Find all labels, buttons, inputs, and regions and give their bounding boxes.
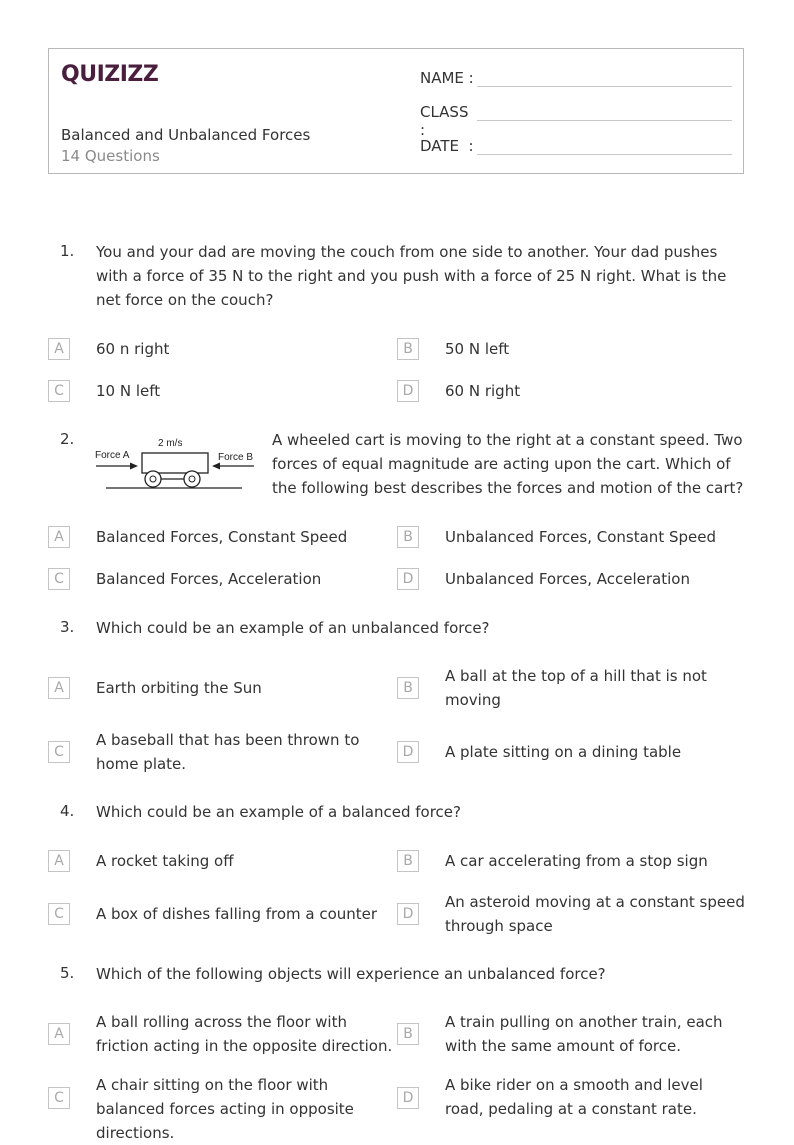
class-field[interactable] xyxy=(420,103,476,139)
question-number: 4. xyxy=(60,802,75,820)
option-a-box[interactable]: A xyxy=(48,850,70,872)
option-c-text: 10 N left xyxy=(96,382,161,400)
worksheet-header xyxy=(48,48,744,174)
force-b-label: Force B xyxy=(218,452,254,463)
worksheet-title: Balanced and Unbalanced Forces xyxy=(61,126,311,144)
option-a-text: Earth orbiting the Sun xyxy=(96,679,262,697)
option-b-box[interactable]: B xyxy=(397,677,419,699)
option-a-box[interactable]: A xyxy=(48,526,70,548)
question-number: 2. xyxy=(60,430,75,448)
force-b-arrowhead xyxy=(212,463,220,470)
option-c-box[interactable]: C xyxy=(48,741,70,763)
option-c-box[interactable]: C xyxy=(48,903,70,925)
question-number: 1. xyxy=(60,242,75,260)
option-a-box[interactable]: A xyxy=(48,677,70,699)
option-d-text: A bike rider on a smooth and level road, pedaling at a constant rate. xyxy=(445,1076,703,1118)
name-label: NAME : xyxy=(420,69,474,87)
option-a-text: A ball rolling across the floor with friction acting in the opposite direction. xyxy=(96,1013,393,1055)
option-c-text: A box of dishes falling from a counter xyxy=(96,905,378,923)
question-number: 3. xyxy=(60,618,75,636)
option-d-box[interactable]: D xyxy=(397,741,419,763)
option-b-box[interactable]: B xyxy=(397,338,419,360)
question-count: 14 Questions xyxy=(61,147,160,165)
class-line[interactable] xyxy=(477,120,732,121)
question-text: A wheeled cart is moving to the right at a constant speed. Two forces of equal magnitude are acting upon the cart. Which of the following best describes the forces and motion of the cart? xyxy=(272,431,744,497)
option-c-box[interactable]: C xyxy=(48,380,70,402)
name-line[interactable] xyxy=(477,86,732,87)
question-text: Which of the following objects will experience an unbalanced force? xyxy=(96,965,606,983)
date-field[interactable] xyxy=(420,137,476,155)
svg-text:QUIZIZZ: QUIZIZZ xyxy=(61,62,159,87)
option-b-box[interactable]: B xyxy=(397,1023,419,1045)
option-d-box[interactable]: D xyxy=(397,568,419,590)
option-a-text: Balanced Forces, Constant Speed xyxy=(96,528,348,546)
option-a-text: A rocket taking off xyxy=(96,852,234,870)
option-d-text: An asteroid moving at a constant speed through space xyxy=(445,893,745,935)
option-d-box[interactable]: D xyxy=(397,380,419,402)
option-b-text: Unbalanced Forces, Constant Speed xyxy=(445,528,716,546)
option-d-box[interactable]: D xyxy=(397,1087,419,1109)
name-field[interactable] xyxy=(420,69,476,87)
question-text: Which could be an example of a balanced force? xyxy=(96,803,461,821)
question-text: Which could be an example of an unbalanced force? xyxy=(96,619,490,637)
option-d-text: A plate sitting on a dining table xyxy=(445,743,682,761)
question-number: 5. xyxy=(60,964,75,982)
option-a-text: 60 n right xyxy=(96,340,170,358)
option-b-box[interactable]: B xyxy=(397,526,419,548)
option-c-text: A baseball that has been thrown to home plate. xyxy=(96,731,360,773)
option-d-text: 60 N right xyxy=(445,382,521,400)
cart-body xyxy=(142,453,208,473)
option-c-text: Balanced Forces, Acceleration xyxy=(96,570,322,588)
option-c-box[interactable]: C xyxy=(48,1087,70,1109)
option-c-box[interactable]: C xyxy=(48,568,70,590)
speed-label: 2 m/s xyxy=(158,438,183,449)
question-text: You and your dad are moving the couch from one side to another. Your dad pushes with a force of 35 N to the right and you push with a force of 25 N right. What is the net force on the couch? xyxy=(96,243,727,309)
option-b-box[interactable]: B xyxy=(397,850,419,872)
option-d-box[interactable]: D xyxy=(397,903,419,925)
option-a-box[interactable]: A xyxy=(48,338,70,360)
option-d-text: Unbalanced Forces, Acceleration xyxy=(445,570,690,588)
date-label: DATE : xyxy=(420,137,474,155)
date-line[interactable] xyxy=(477,154,732,155)
cart-diagram xyxy=(94,432,260,494)
quizizz-logo xyxy=(61,59,161,87)
option-b-text: A ball at the top of a hill that is not moving xyxy=(445,667,707,709)
option-b-text: 50 N left xyxy=(445,340,510,358)
option-c-text: A chair sitting on the floor with balanced forces acting in opposite directions. xyxy=(96,1076,354,1142)
option-b-text: A car accelerating from a stop sign xyxy=(445,852,708,870)
option-b-text: A train pulling on another train, each with the same amount of force. xyxy=(445,1013,723,1055)
force-a-arrowhead xyxy=(130,463,138,470)
force-a-label: Force A xyxy=(95,450,130,461)
class-label: CLASS : xyxy=(420,103,469,139)
option-a-box[interactable]: A xyxy=(48,1023,70,1045)
